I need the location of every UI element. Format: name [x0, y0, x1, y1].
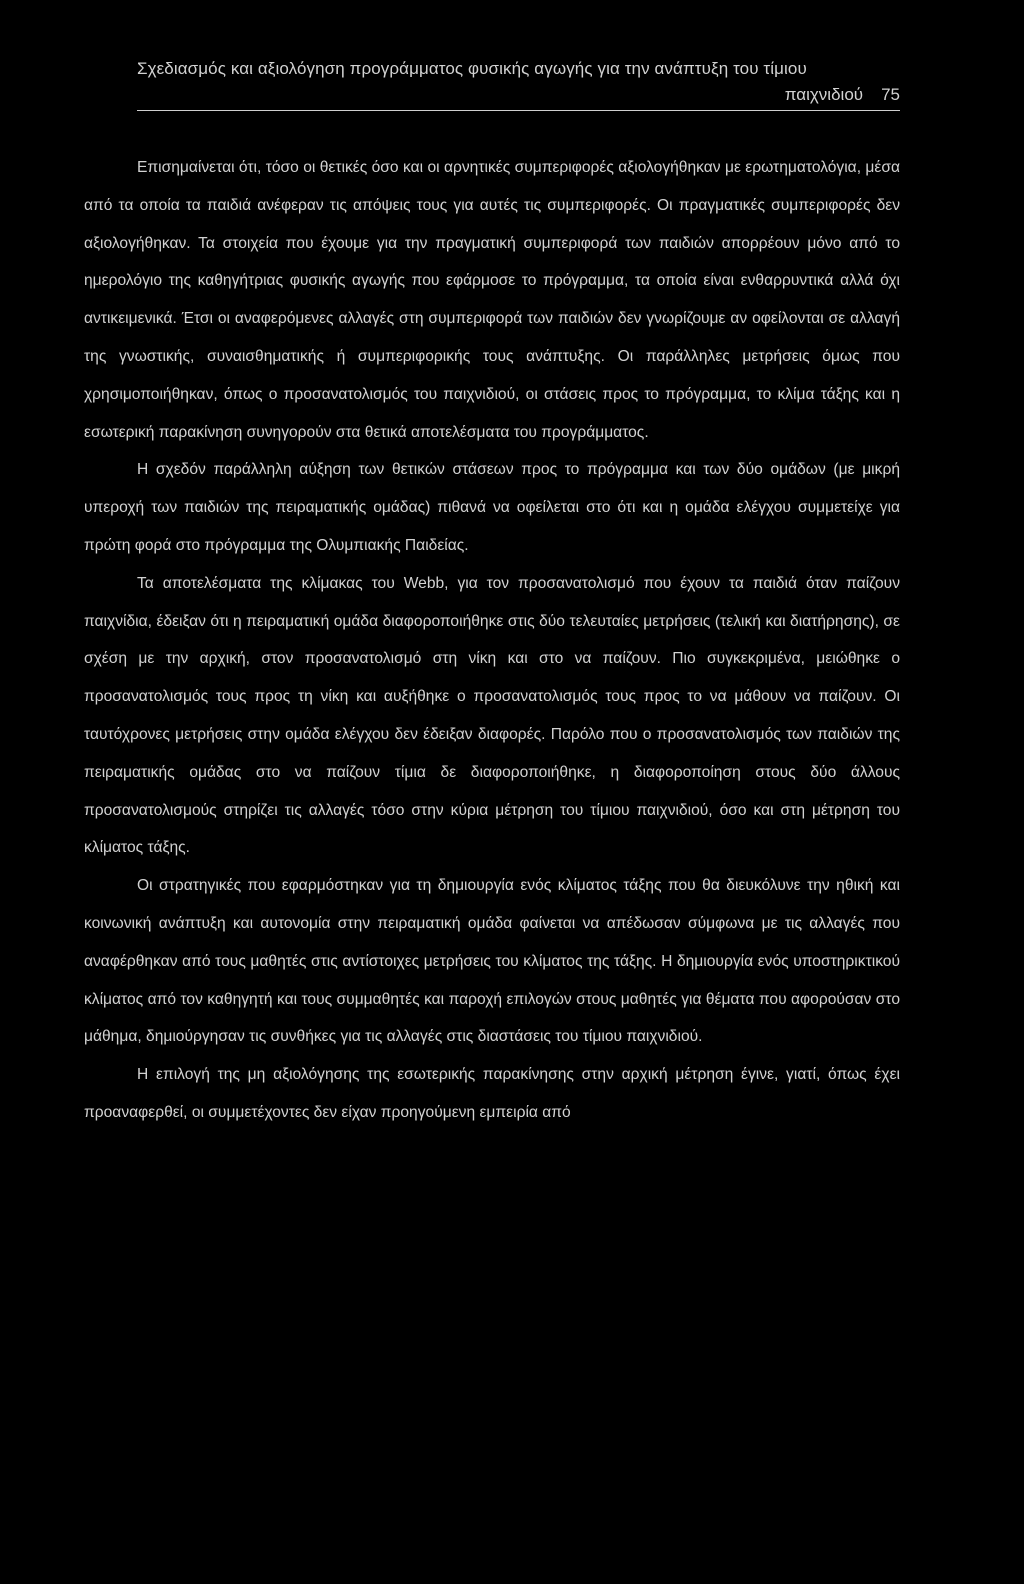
paragraph: Η σχεδόν παράλληλη αύξηση των θετικών στάσεων προς το πρόγραμμα και των δύο ομάδων (με μικρή υπεροχή των παιδιών της πειραματικής ομάδας) πιθανά να οφείλεται στο ότι και η ομάδα ελέγχου συμμετείχε για πρώτη φορά στο πρόγραμμα της Ολυμπιακής Παιδείας. [84, 461, 900, 554]
paragraph: Επισημαίνεται ότι, τόσο οι θετικές όσο και οι αρνητικές συμπεριφορές αξιολογήθηκαν με ερωτηματολόγια, μέσα από τα οποία τα παιδιά ανέφεραν τις απόψεις τους για αυτές τις συμπεριφορές. Οι πραγματικές συμπεριφορές δεν αξιολογήθηκαν. Τα στοιχεία που έχουμε για την πραγματική συμπεριφορά των παιδιών απορρέουν μόνο από το ημερολόγιο της καθηγήτριας φυσικής αγωγής που εφάρμοσε το πρόγραμμα, τα οποία είναι ενθαρρυντικά αλλά όχι αντικειμενικά. Έτσι οι αναφερόμενες αλλαγές στη συμπεριφορά των παιδιών δεν γνωρίζουμε αν οφείλονται σε αλλαγή της γνωστικής, συναισθηματικής ή συμπεριφορικής τους ανάπτυξης. Οι παράλληλες μετρήσεις όμως που χρησιμοποιήθηκαν, όπως ο προσανατολισμός του παιχνιδιού, οι στάσεις προς το πρόγραμμα, το κλίμα τάξης και η εσωτερική παρακίνηση συνηγορούν στα θετικά αποτελέσματα του προγράμματος. [84, 159, 900, 441]
paragraph: Τα αποτελέσματα της κλίμακας του Webb, για τον προσανατολισμό που έχουν τα παιδιά όταν παίζουν παιχνίδια, έδειξαν ότι η πειραματική ομάδα διαφοροποιήθηκε στις δύο τελευταίες μετρήσεις (τελική και διατήρησης), σε σχέση με την αρχική, στον προσανατολισμό στη νίκη και στο να παίζουν. Πιο συγκεκριμένα, μειώθηκε ο προσανατολισμός τους προς τη νίκη και αυξήθηκε ο προσανατολισμός τους προς το να μάθουν να παίζουν. Οι ταυτόχρονες μετρήσεις στην ομάδα ελέγχου δεν έδειξαν διαφορές. Παρόλο που ο προσανατολισμός των παιδιών της πειραματικής ομάδας στο να παίζουν τίμια δε διαφοροποιήθηκε, η διαφοροποίηση στους δύο άλλους προσανατολισμούς στηρίζει τις αλλαγές τόσο στην κύρια μέτρηση του τίμιου παιχνιδιού, όσο και στη μέτρηση του κλίματος τάξης. [84, 574, 900, 857]
header-divider [137, 110, 900, 111]
header-second-line [137, 82, 900, 108]
page-number: 75 [881, 85, 900, 104]
paragraph: Η επιλογή της μη αξιολόγησης της εσωτερικής παρακίνησης στην αρχική μέτρηση έγινε, γιατί, όπως έχει προαναφερθεί, οι συμμετέχοντες δεν είχαν προηγούμενη εμπειρία από [84, 1066, 900, 1121]
paragraph: Οι στρατηγικές που εφαρμόστηκαν για τη δημιουργία ενός κλίματος τάξης που θα διευκόλυνε την ηθική και κοινωνική ανάπτυξη και αυτονομία στην πειραματική ομάδα φαίνεται να απέδωσαν σύμφωνα με τις αλλαγές που αναφέρθηκαν από τους μαθητές στις αντίστοιχες μετρήσεις του κλίματος της τάξης. Η δημιουργία ενός υποστηρικτικού κλίματος από τον καθηγητή και τους συμμαθητές και παροχή επιλογών στους μαθητές για θέματα που αφορούσαν στο μάθημα, δημιούργησαν τις συνθήκες για τις αλλαγές στις διαστάσεις του τίμιου παιχνιδιού. [84, 877, 900, 1046]
body-text [84, 149, 900, 1132]
running-header [137, 55, 900, 108]
header-title: Σχεδιασμός και αξιολόγηση προγράμματος φυσικής αγωγής για την ανάπτυξη του τίμιου [137, 59, 807, 78]
header-title-continuation: παιχνιδιού [784, 85, 864, 104]
